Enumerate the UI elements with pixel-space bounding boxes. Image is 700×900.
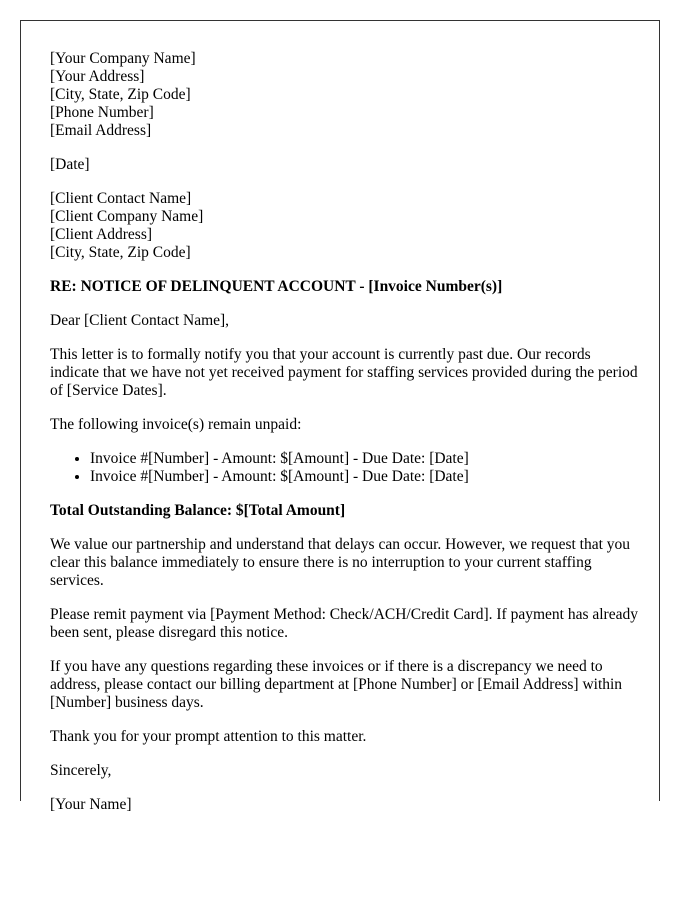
invoice-list [50, 450, 640, 486]
subject-line: RE: NOTICE OF DELINQUENT ACCOUNT - [Invoice Number(s)] [50, 278, 503, 295]
recipient-address-block [50, 190, 640, 262]
letter-content [50, 50, 640, 830]
sender-phone: [Phone Number] [50, 104, 154, 121]
sender-address: [Your Address] [50, 68, 145, 85]
invoices-lead-paragraph: The following invoice(s) remain unpaid: [50, 416, 302, 433]
signature-name: [Your Name] [50, 796, 132, 813]
letter-page [20, 20, 660, 813]
sender-city-state-zip: [City, State, Zip Code] [50, 86, 191, 103]
invoice-list-item: • Invoice #[Number] - Amount: $[Amount] - Due Date: [Date] [90, 468, 640, 486]
thanks-paragraph: Thank you for your prompt attention to this matter. [50, 728, 367, 745]
closing: Sincerely, [50, 762, 112, 779]
recipient-contact-name: [Client Contact Name] [50, 190, 192, 207]
recipient-address: [Client Address] [50, 226, 153, 243]
letter-date: [Date] [50, 156, 90, 173]
partnership-paragraph: We value our partnership and understand that delays can occur. However, we request that you clear this balance immediately to ensure there is no interruption to your current staffing services. [50, 536, 631, 589]
recipient-city-state-zip: [City, State, Zip Code] [50, 244, 191, 261]
salutation: Dear [Client Contact Name], [50, 312, 230, 329]
recipient-company: [Client Company Name] [50, 208, 204, 225]
intro-paragraph: This letter is to formally notify you that your account is currently past due. Our records indicate that we have not yet received payment for staffing services provided during the period of [Service Dates]. [50, 346, 638, 399]
remit-paragraph: Please remit payment via [Payment Method: Check/ACH/Credit Card]. If payment has already been sent, please disregard this notice. [50, 606, 638, 641]
total-balance: Total Outstanding Balance: $[Total Amount] [50, 502, 346, 519]
sender-address-block [50, 50, 640, 140]
invoice-list-item: • Invoice #[Number] - Amount: $[Amount] - Due Date: [Date] [90, 450, 640, 468]
sender-email: [Email Address] [50, 122, 152, 139]
sender-company: [Your Company Name] [50, 50, 196, 67]
questions-paragraph: If you have any questions regarding these invoices or if there is a discrepancy we need to address, please contact our billing department at [Phone Number] or [Email Address] within [Number] business days. [50, 658, 623, 711]
